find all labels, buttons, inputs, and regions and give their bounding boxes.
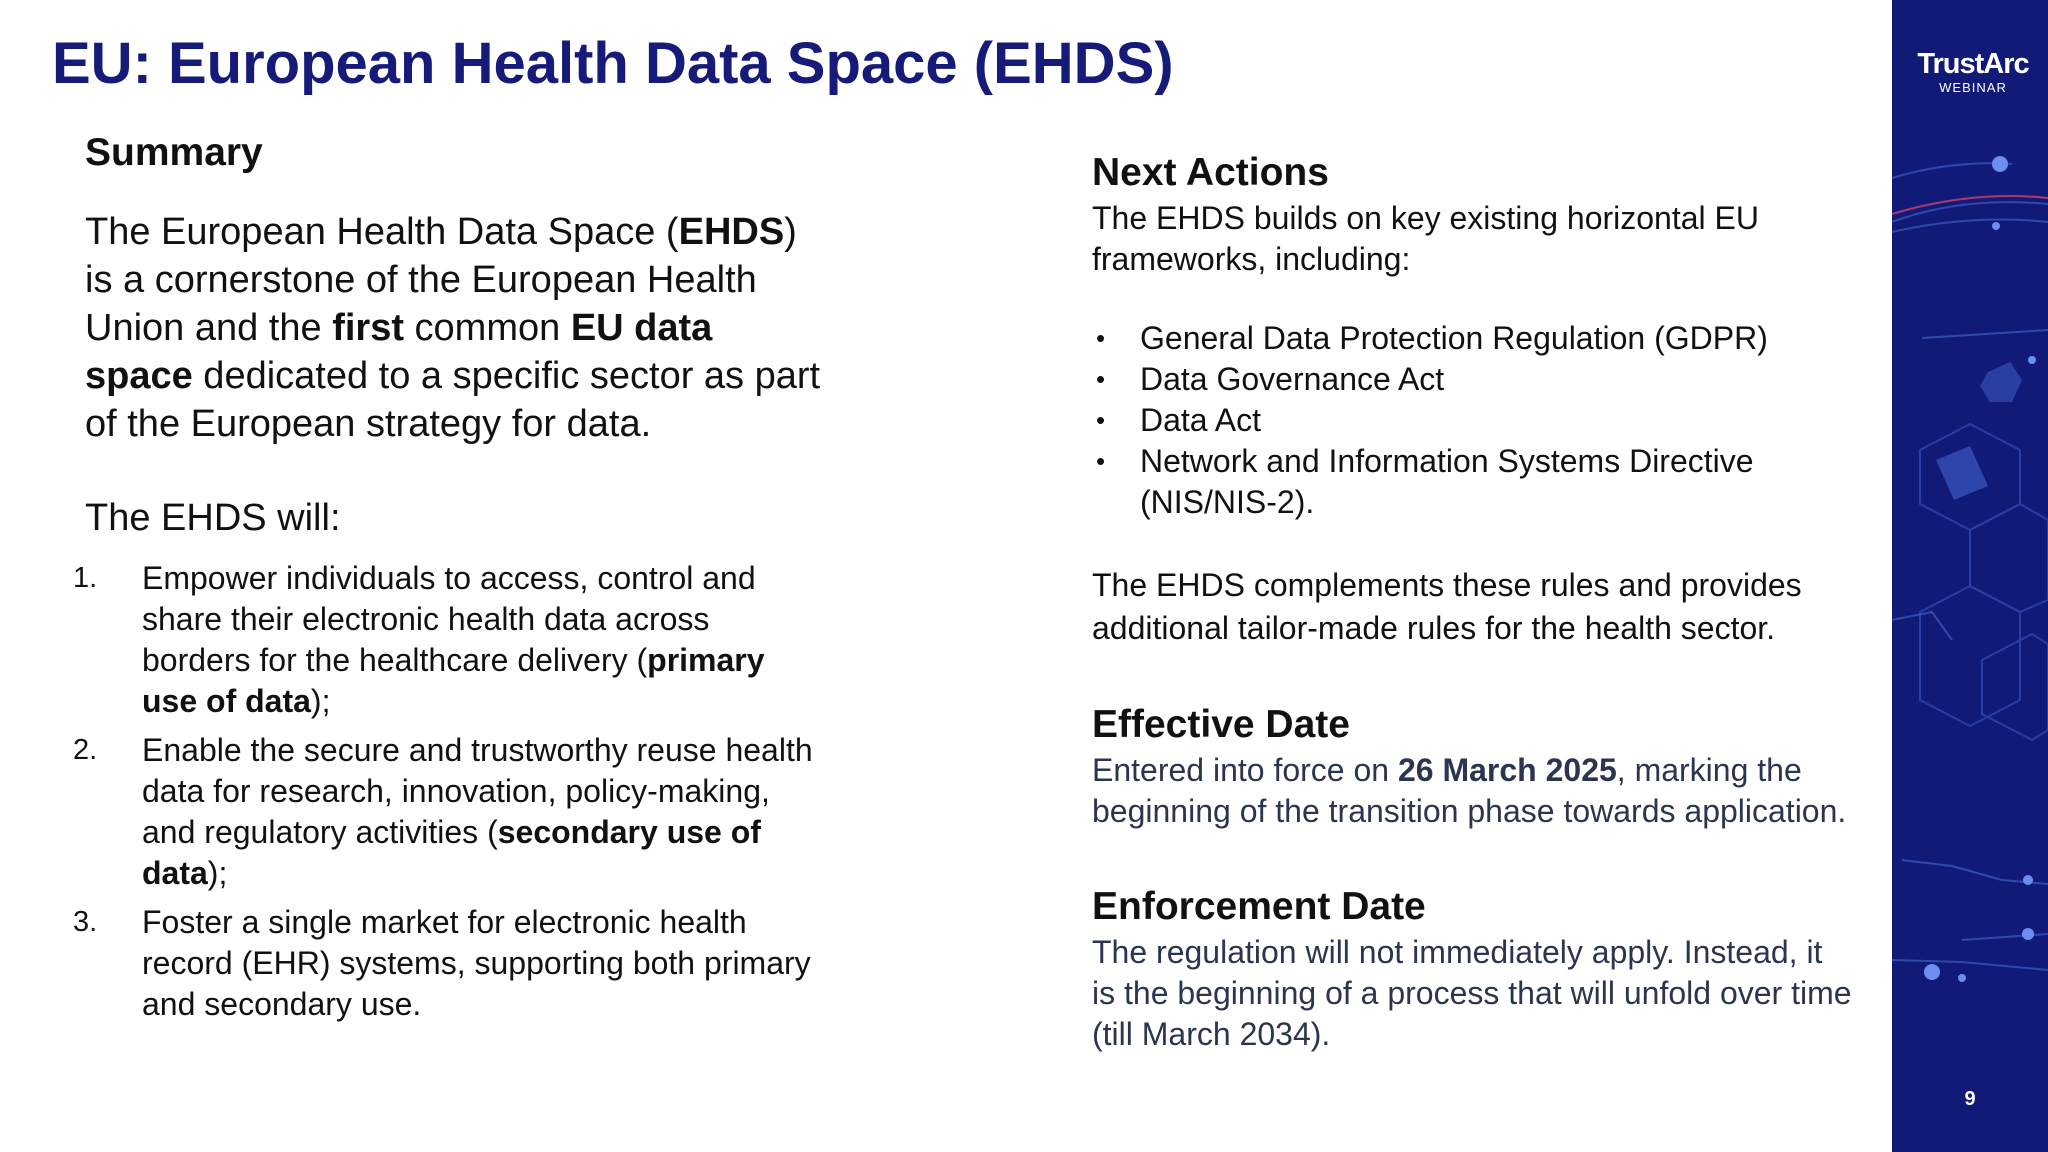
list-item: • Data Governance Act [1096,361,1445,397]
network-pattern-graphic [1892,0,2048,1152]
list-item: 3. Foster a single market for electronic health record (EHR) systems, supporting both primary and secondary use. [73,904,811,1022]
summary-heading: Summary [85,131,263,174]
list-item: 1. Empower individuals to access, control and share their electronic health data across borders for the healthcare delivery (primary use of data); [73,560,765,719]
summary-intro: The European Health Data Space (EHDS) is a cornerstone of the European Health Union and the first common EU data space dedicated to a specific sector as part of the European strategy for data. [85,211,821,445]
ehds-will-heading: The EHDS will: [85,497,341,539]
enforcement-date-heading: Enforcement Date [1092,885,1426,928]
page-number: 9 [1964,1088,1976,1110]
ehds-goals-list [73,558,825,1025]
list-item: • Data Act [1096,402,1261,438]
list-item: • General Data Protection Regulation (GDPR) [1096,320,1768,356]
next-actions-outro: The EHDS complements these rules and provides additional tailor-made rules for the health sector. [1092,567,1802,646]
frameworks-list [1092,318,1852,523]
next-actions-intro: The EHDS builds on key existing horizontal EU frameworks, including: [1092,200,1759,277]
summary-section [73,128,825,1033]
brand-sidebar [1892,0,2048,1152]
details-column [1092,148,1852,1055]
list-item: 2. Enable the secure and trustworthy reuse health data for research, innovation, policy-making, and regulatory activities (secondary use of data); [73,732,813,891]
list-item: • Network and Information Systems Directive (NIS/NIS-2). [1096,443,1754,520]
slide-title: EU: European Health Data Space (EHDS) [52,31,1174,96]
enforcement-date-text: The regulation will not immediately apply. Instead, it is the beginning of a process that will unfold over time (till March 2034). [1092,934,1852,1052]
effective-date-heading: Effective Date [1092,703,1350,746]
effective-date-text: Entered into force on 26 March 2025, marking the beginning of the transition phase towards application. [1092,752,1847,829]
next-actions-heading: Next Actions [1092,151,1329,194]
trustarc-logo: TrustArc WEBINAR [1917,48,2029,95]
